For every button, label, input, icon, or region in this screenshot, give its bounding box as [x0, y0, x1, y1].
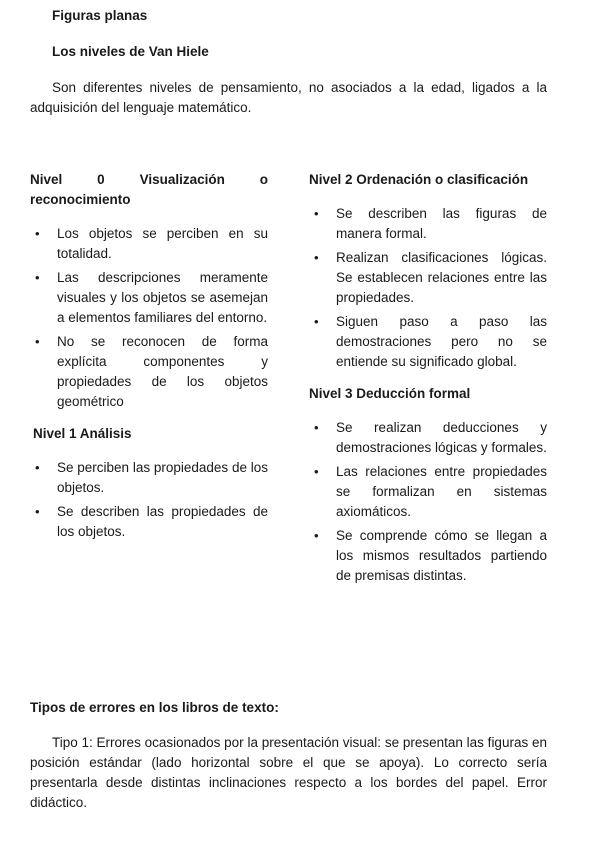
errors-paragraph: Tipo 1: Errores ocasionados por la presentación visual: se presentan las figuras en posición estándar (lado horizontal sobre el que se apoya). Lo correcto sería presentarla desde distintas inclinaciones respecto a los bordes del papel. Error didáctico.	[30, 735, 547, 810]
list-item: • Las relaciones entre propiedades se formalizan en sistemas axiomáticos.	[314, 464, 547, 519]
level-0-list	[30, 224, 268, 412]
level-0-heading: Nivel 0 Visualización o reconocimiento	[30, 172, 268, 207]
level-2-heading: Nivel 2 Ordenación o clasificación	[309, 172, 529, 187]
bullet-icon: •	[314, 464, 319, 479]
list-item: • Los objetos se perciben en su totalidad.	[35, 226, 268, 261]
list-item: • Se realizan deducciones y demostraciones lógicas y formales.	[314, 420, 547, 455]
level-1-heading: Nivel 1 Análisis	[33, 426, 132, 441]
list-item: • Se describen las figuras de manera formal.	[314, 206, 547, 241]
list-item: • Se comprende cómo se llegan a los mismos resultados partiendo de premisas distintas.	[314, 528, 547, 583]
list-item: • Se perciben las propiedades de los objetos.	[35, 460, 268, 495]
bullet-icon: •	[35, 504, 40, 519]
right-column	[309, 170, 547, 590]
bullet-icon: •	[35, 334, 40, 349]
level-2-list	[309, 204, 547, 372]
level-3-heading: Nivel 3 Deducción formal	[309, 386, 471, 401]
bullet-icon: •	[314, 206, 319, 221]
list-item: • Se describen las propiedades de los objetos.	[35, 504, 268, 539]
list-item: • No se reconocen de forma explícita componentes y propiedades de los objetos geométrico	[35, 334, 268, 409]
bullet-icon: •	[314, 420, 319, 435]
errors-heading: Tipos de errores en los libros de texto:	[30, 700, 279, 715]
list-item: • Siguen paso a paso las demostraciones pero no se entiende su significado global.	[314, 314, 547, 369]
left-column	[30, 170, 268, 546]
bullet-icon: •	[314, 250, 319, 265]
intro-paragraph: Son diferentes niveles de pensamiento, no asociados a la edad, ligados a la adquisición del lenguaje matemático.	[30, 80, 547, 115]
bullet-icon: •	[35, 270, 40, 285]
level-3-list	[309, 418, 547, 586]
level-1-list	[30, 458, 268, 542]
bullet-icon: •	[314, 528, 319, 543]
page-title: Figuras planas	[52, 8, 148, 23]
bullet-icon: •	[35, 460, 40, 475]
list-item: • Las descripciones meramente visuales y los objetos se asemejan a elementos familiares del entorno.	[35, 270, 268, 325]
bullet-icon: •	[35, 226, 40, 241]
list-item: • Realizan clasificaciones lógicas. Se establecen relaciones entre las propiedades.	[314, 250, 547, 305]
bullet-icon: •	[314, 314, 319, 329]
section-title-van-hiele: Los niveles de Van Hiele	[52, 44, 209, 59]
